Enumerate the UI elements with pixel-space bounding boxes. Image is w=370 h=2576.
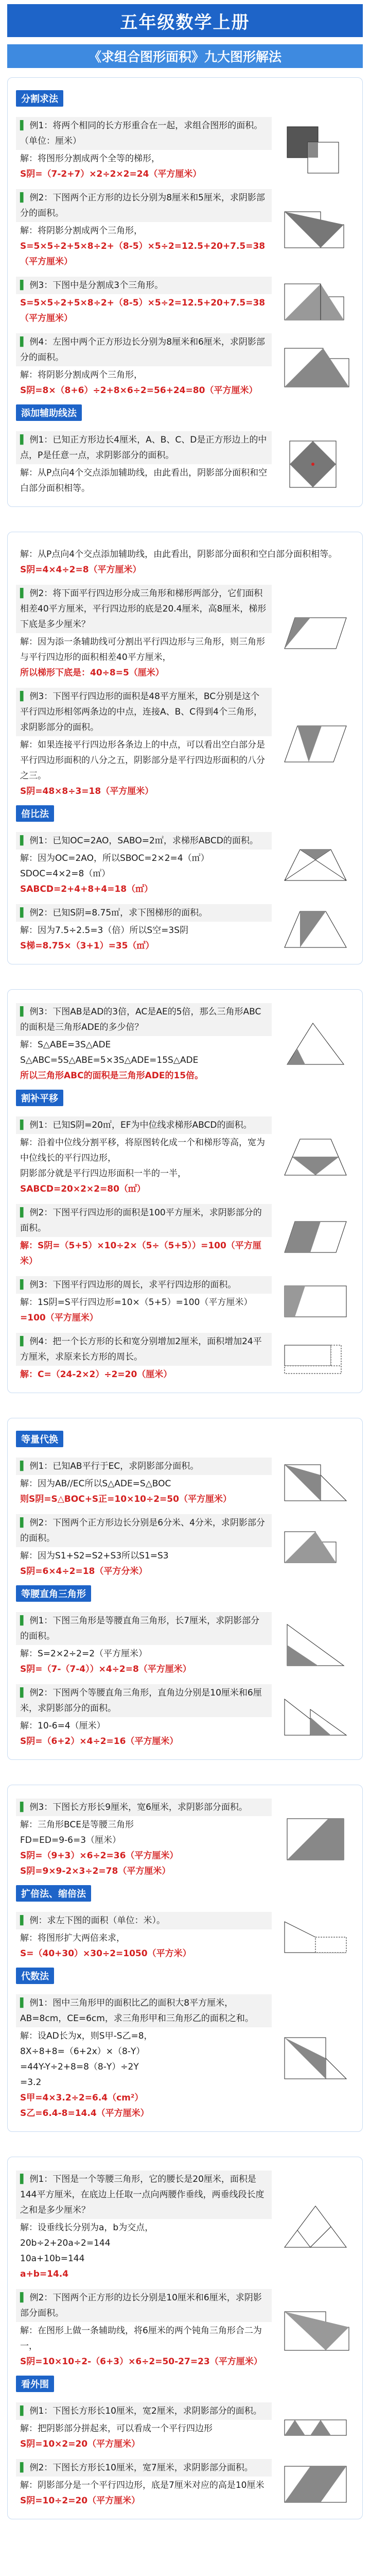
- section-tag: 割补平移: [16, 1090, 63, 1106]
- example: [16, 117, 354, 183]
- answer: 解：将图形扩大两倍来求， S=（40+30）×30÷2=1050（平方米）: [16, 1929, 272, 1962]
- figure: [277, 431, 354, 497]
- example: [16, 1514, 354, 1580]
- section-tag: 等量代换: [16, 1431, 63, 1447]
- answer: 解：将阴影分割成两个三角形， S=5×5÷2+5×8÷2+（8-5）×5÷2=12.5+20+7.5=38（平方厘米）: [16, 222, 272, 270]
- answer: 解：10-6=4（厘米） S阴=（6+2）×4÷2=16（平方厘米）: [16, 1717, 272, 1750]
- figure: [277, 333, 354, 399]
- answer: 解：阴影部分是一个平行四边形，底是7厘米对应的高是10厘米 S阴=10÷2=20（平方厘米）: [16, 2477, 272, 2510]
- example: [16, 1458, 354, 1508]
- figure: [277, 585, 354, 682]
- example: [16, 1204, 354, 1270]
- answer: S=5×5÷2+5×8÷2+（8-5）×5÷2=12.5+20+7.5=38（平方厘米）: [16, 294, 272, 327]
- section-tag: 分割求法: [16, 90, 63, 107]
- question: ▌ 例1：已知AB平行于EC，求阴影部分面积。: [16, 1458, 272, 1475]
- card-3: [7, 989, 363, 1393]
- answer: 解：因为7.5÷2.5=3（倍）所以S空=3S阴 S梯=8.75×（3+1）=35（㎡）: [16, 922, 272, 955]
- figure: [277, 1912, 354, 1962]
- figure: [277, 2402, 354, 2453]
- figure: [277, 1116, 354, 1198]
- example: [16, 904, 354, 955]
- figure: [277, 2171, 354, 2283]
- question: ▌ 例1：将两个相同的长方形重合在一起，求组合图形的面积。（单位：厘米）: [16, 117, 272, 150]
- example: [16, 189, 354, 270]
- figure: [277, 688, 354, 800]
- figure: [277, 1276, 354, 1327]
- example: [16, 688, 354, 800]
- answer: 解：将图形分割成两个全等的梯形， S阴=（7-2+7）×2÷2×2=24（平方厘米）: [16, 150, 272, 183]
- card-2: [7, 532, 363, 964]
- figure: [277, 1204, 354, 1270]
- question: ▌ 例1：已知正方形边长4厘米，A、B、C、D是正方形边上的中点，P是任意一点，求阴影部分的面积。: [16, 431, 272, 464]
- page-title: 五年级数学上册: [7, 4, 363, 37]
- example: [16, 1684, 354, 1750]
- question: ▌ 例1：下图是一个等腰三角形，它的腰长是20厘米，面积是144平方厘米，在底边上任取一点向两腰作垂线，两垂线段长度之和是多少厘米？: [16, 2171, 272, 2219]
- question: ▌ 例1：下图长方形长10厘米，宽2厘米，求阴影部分的面积。: [16, 2402, 272, 2420]
- example: [16, 2171, 354, 2283]
- question: ▌ 例2：已知S阴=8.75㎡，求下图梯形的面积。: [16, 904, 272, 922]
- example: [16, 333, 354, 399]
- section-tag: 倍比法: [16, 805, 54, 822]
- page-subtitle: 《求组合图形面积》九大图形解法: [7, 44, 363, 68]
- figure: [277, 1799, 354, 1880]
- answer: 解：如果连接平行四边形各条边上的中点，可以看出空白部分是平行四边形面积的八分之五，阴影部分是平行四边形面积的八分之三。 S阴=48×8÷3=18（平方厘米）: [16, 736, 272, 800]
- question: ▌ 例1：图中三角形甲的面积比乙的面积大8平方厘米，AB=8cm，CE=6cm，求三角形甲和三角形乙的面积之和。: [16, 1994, 272, 2027]
- question: ▌ 例3：下图平行四边形的周长，求平行四边形的面积。: [16, 1276, 272, 1294]
- figure: [277, 1003, 354, 1084]
- figure: [277, 2289, 354, 2370]
- answer: 解：设垂线长分别为a，b为交点， 20b÷2+20a÷2=144 10a+10b=144 a+b=14.4: [16, 2219, 272, 2283]
- question: ▌ 例1：已知S阴=20㎡，EF为中位线求梯形ABCD的面积。: [16, 1116, 272, 1134]
- example: [16, 1994, 354, 2122]
- figure: [277, 189, 354, 270]
- question: ▌ 例3：下图长方形长9厘米，宽6厘米，求阴影部分面积。: [16, 1799, 272, 1816]
- figure: [277, 1994, 354, 2122]
- figure: [277, 1684, 354, 1750]
- example: [16, 1003, 354, 1084]
- answer: 解：三角形BCE是等腰三角形 FD=ED=9-6=3（厘米） S阴=（9+3）×6÷2=36（平方厘米） S阴=9×9-2×3÷2=78（平方厘米）: [16, 1816, 272, 1880]
- answer: 解：因为添一条辅助线可分割出平行四边形与三角形，则三角形与平行四边形的面积相差40平方厘米， 所以梯形下底是：40÷8=5（厘米）: [16, 633, 272, 682]
- example: [16, 832, 354, 898]
- question: ▌ 例3：下图平行四边形的面积是48平方厘米，BC分别是这个平行四边形相邻两条边的中点，连接A、B、C得到4个三角形，求阴影部分的面积。: [16, 688, 272, 736]
- section-tag: 添加辅助线法: [16, 404, 82, 421]
- answer: 解：在图形上做一条辅助线，将6厘米的两个钝角三角形合二为一， S阴=10×10÷2-（6+3）×6÷2=50-27=23（平方厘米）: [16, 2322, 272, 2370]
- example: [16, 1612, 354, 1678]
- example: [16, 1799, 354, 1880]
- example: [16, 2289, 354, 2370]
- question: ▌ 例2：下图平行四边形的面积是100平方厘米，求阴影部分的面积。: [16, 1204, 272, 1237]
- question: ▌ 例2：下图两个正方形边长分别是6分米、4分米，求阴影部分的面积。: [16, 1514, 272, 1547]
- card-5: [7, 1785, 363, 2132]
- example: [16, 431, 354, 497]
- answer: 解：C=（24-2×2）÷2=20（厘米）: [16, 1366, 272, 1383]
- answer: 解：从P点向4个交点添加辅助线，由此看出，阴影部分面积和空白部分面积相等。 S阴=4×4÷2=8（平方厘米）: [16, 546, 354, 579]
- answer: 解：把阴影部分拼起来，可以看成一个平行四边形 S阴=10×2=20（平方厘米）: [16, 2420, 272, 2453]
- example: [16, 1333, 354, 1383]
- answer: 解：因为S1+S2=S2+S3所以S1=S3 S阴=6×4÷2=18（平方分米）: [16, 1547, 272, 1580]
- example: [16, 1912, 354, 1962]
- section-tag: 扩倍法、缩倍法: [16, 1885, 91, 1902]
- question: ▌ 例2：下图两个正方形的边长分别为8厘米和5厘米，求阴影部分的面积。: [16, 189, 272, 222]
- answer: 解：设AD长为x，则S甲-S乙=8， 8X÷8+8=（6+2x）×（8-Y） =44Y-Y÷2+8=8（8-Y）÷2Y =3.2 S甲=4×3.2÷2=6.4（cm²） S乙=6.4-8=14.4（平方厘米）: [16, 2027, 272, 2122]
- figure: [277, 1458, 354, 1508]
- section-tag: 看外围: [16, 2376, 54, 2392]
- example: [16, 546, 354, 579]
- question: ▌ 例2：下图两个正方形的边长分别是10厘米和6厘米，求阴影部分面积。: [16, 2289, 272, 2322]
- question: ▌ 例3：下图AB是AD的3倍，AC是AE的5倍，那么三角形ABC的面积是三角形ADE的多少倍？: [16, 1003, 272, 1036]
- section-tag: 等腰直角三角形: [16, 1585, 91, 1602]
- example: [16, 2402, 354, 2453]
- overlap-rect-figure: [282, 122, 349, 178]
- figure: [277, 1514, 354, 1580]
- answer: 解：将阴影分割成两个三角形， S阴=8×（8+6）÷2+8×6÷2=56+24=80（平方厘米）: [16, 366, 272, 399]
- figure: [277, 277, 354, 327]
- figure: [277, 904, 354, 955]
- figure: [277, 1333, 354, 1383]
- answer: 解：因为AB//EC所以S△ADE=S△BOC 则S阴=S△BOC+S正=10×10÷2=50（平方厘米）: [16, 1475, 272, 1508]
- question: ▌ 例2：将下面平行四边形分成三角形和梯形两部分，它们面积相差40平方厘米，平行四边形的底是20.4厘米，高8厘米，梯形下底是多少厘米？: [16, 585, 272, 633]
- section-tag: 代数法: [16, 1968, 54, 1984]
- answer: 解：S阴=（5+5）×10÷2×（5÷（5+5））=100（平方厘米）: [16, 1237, 272, 1270]
- example: [16, 585, 354, 682]
- question: ▌ 例3：下图中是分割成3个三角形。: [16, 277, 272, 294]
- example: [16, 2459, 354, 2510]
- answer: 解：沿着中位线分割平移，将原图转化成一个和梯形等高，宽为中位线长的平行四边形， 阴影部分就是平行四边形面积一半的一半， SABCD=20×2×2=80（㎡）: [16, 1134, 272, 1198]
- figure: [277, 2459, 354, 2510]
- figure: [277, 117, 354, 183]
- answer: 解：S△ABE=3S△ADE S△ABC=5S△ABE=5×3S△ADE=15S△ADE 所以三角形ABC的面积是三角形ADE的15倍。: [16, 1036, 272, 1084]
- question: ▌ 例1：下图三角形是等腰直角三角形，长7厘米，求阴影部分的面积。: [16, 1612, 272, 1645]
- answer: 解：1S阴=S平行四边形=10×（5+5）=100（平方厘米） =100（平方厘米）: [16, 1294, 272, 1327]
- answer: 解：S=2×2÷2=2（平方厘米） S阴=（7-（7-4））×4÷2=8（平方厘米）: [16, 1645, 272, 1678]
- answer: 解：因为OC=2AO，所以SBOC=2×2=4（㎡）SDOC=4×2=8（㎡） SABCD=2+4+8+4=18（㎡）: [16, 850, 272, 898]
- answer: 解：从P点向4个交点添加辅助线，由此看出，阴影部分面积和空白部分面积相等。: [16, 464, 272, 497]
- card-4: [7, 1418, 363, 1760]
- question: ▌ 例2：下图长方形长10厘米，宽7厘米，求阴影部分面积。: [16, 2459, 272, 2477]
- figure: [277, 1612, 354, 1678]
- example: [16, 277, 354, 327]
- card-6: [7, 2157, 363, 2519]
- card-1: [7, 77, 363, 507]
- question: ▌ 例：求左下图的面积（单位：米）。: [16, 1912, 272, 1929]
- example: [16, 1116, 354, 1198]
- figure: [277, 832, 354, 898]
- question: ▌ 例1：已知OC=2AO，SABO=2㎡，求梯形ABCD的面积。: [16, 832, 272, 850]
- question: ▌ 例4：把一个长方形的长和宽分别增加2厘米，面积增加24平方厘米，求原来长方形的周长。: [16, 1333, 272, 1366]
- example: [16, 1276, 354, 1327]
- question: ▌ 例4：左图中两个正方形边长分别为8厘米和6厘米，求阴影部分的面积。: [16, 333, 272, 366]
- question: ▌ 例2：下图两个等腰直角三角形，直角边分别是10厘米和6厘米，求阴影部分的面积。: [16, 1684, 272, 1717]
